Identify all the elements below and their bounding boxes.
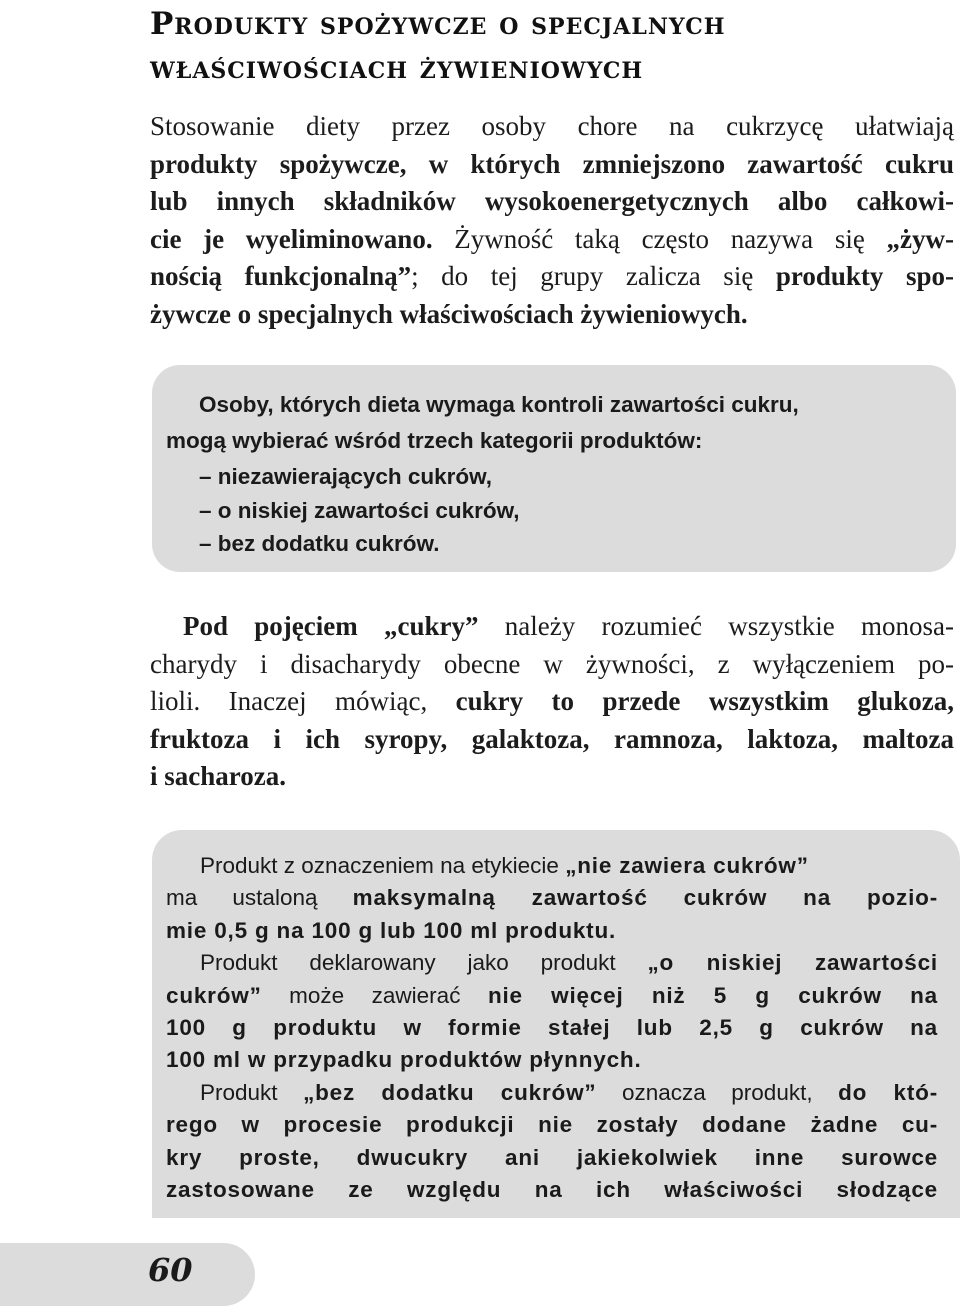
- text-line: [150, 296, 954, 334]
- bold-text: „żyw-: [886, 223, 955, 254]
- text-span: Produkt: [200, 1079, 304, 1105]
- bold-text: produkty spożywcze, w których zmniejszono zawartość cukru: [150, 148, 954, 179]
- text-line: [150, 183, 954, 221]
- text-line: [150, 646, 954, 684]
- bold-text: do któ-: [838, 1079, 938, 1105]
- info-box-categories: [152, 365, 956, 572]
- text-span: może zawierać: [261, 982, 488, 1008]
- text-line: [150, 258, 954, 296]
- text-line: [150, 221, 954, 259]
- text-line: [150, 108, 954, 146]
- text-line: [166, 980, 938, 1012]
- text-span: .: [634, 1047, 641, 1073]
- section-title-line: Produkty spożywcze o specjalnych: [150, 6, 726, 42]
- text-line: [166, 1142, 938, 1174]
- text-line: [166, 915, 938, 947]
- text-span: .: [609, 917, 616, 943]
- bold-text: lub innych składników wysokoenergetycznych albo całkowi-: [150, 186, 954, 216]
- text-line: [150, 608, 954, 646]
- bold-text: „bez dodatku cukrów”: [303, 1079, 597, 1105]
- text-span: Produkt deklarowany jako produkt: [200, 950, 648, 976]
- bold-text: kry proste, dwucukry ani jakiekolwiek inne surowce: [166, 1144, 938, 1170]
- bold-text: 100 ml w przypadku produktów płynnych: [166, 1047, 635, 1073]
- bold-text: rego w procesie produkcji nie zostały dodane żadne cu-: [166, 1112, 938, 1138]
- list-item: – niezawierających cukrów,: [199, 464, 493, 489]
- page-number: 60: [148, 1251, 193, 1289]
- bold-text: fruktoza i ich syropy, galaktoza, ramnoza, laktoza, maltoza: [150, 723, 954, 754]
- text-line: [166, 1012, 938, 1044]
- text-span: ma ustaloną: [166, 885, 353, 911]
- intro-paragraph: [150, 108, 954, 333]
- text-line: [150, 758, 954, 796]
- text-span: Żywność taką często nazywa się: [432, 223, 887, 254]
- page-number-tab: [0, 1243, 255, 1306]
- text-line: [166, 1174, 938, 1206]
- sugar-definition-paragraph: [150, 608, 954, 796]
- bold-text: „nie zawiera cukrów”: [565, 853, 809, 878]
- bold-text: 100 g produktu w formie stałej lub 2,5 g cukrów na: [166, 1015, 938, 1041]
- list-item: – bez dodatku cukrów.: [199, 531, 440, 556]
- text-span: ; do tej grupy zalicza się: [411, 261, 776, 291]
- text-line: [166, 850, 938, 882]
- bold-text: zastosowane ze względu na ich właściwości słodzące: [166, 1177, 938, 1203]
- text-line: Osoby, których dieta wymaga kontroli zawartości cukru,: [199, 392, 799, 417]
- text-line: [166, 1044, 938, 1076]
- text-line: [166, 1077, 938, 1109]
- info-box-text: [166, 850, 938, 1206]
- category-list: [199, 460, 520, 561]
- bold-text: cukry to przede wszystkim glukoza,: [455, 686, 954, 716]
- section-title-line: właściwościach żywieniowych: [150, 50, 644, 86]
- text-span: charydy i disacharydy obecne w żywności, z wyłączeniem po-: [150, 648, 954, 679]
- text-span: oznacza produkt,: [596, 1079, 839, 1105]
- info-box-labeling: [152, 830, 960, 1218]
- bold-text: Pod pojęciem „cukry”: [183, 611, 479, 641]
- text-line: [166, 1109, 938, 1141]
- bold-text: maksymalną zawartość cukrów na pozio-: [352, 885, 938, 911]
- bold-text: i sacharoza.: [150, 761, 286, 791]
- bold-text: „o niskiej zawartości: [647, 950, 938, 976]
- bold-text: mie 0,5 g na 100 g lub 100 ml produktu: [166, 917, 610, 943]
- text-span: Stosowanie diety przez osoby chore na cukrzycę ułatwiają: [150, 111, 954, 141]
- text-line: [166, 947, 938, 979]
- text-span: lioli. Inaczej mówiąc,: [150, 686, 456, 716]
- text-span: Produkt z oznaczeniem na etykiecie: [200, 853, 566, 878]
- info-box-intro: [166, 387, 942, 459]
- bold-text: żywcze o specjalnych właściwościach żywieniowych.: [150, 298, 748, 329]
- bold-text: produkty spo-: [775, 261, 954, 291]
- text-line: [150, 721, 954, 759]
- bold-text: nie więcej niż 5 g cukrów na: [487, 982, 938, 1008]
- text-line: [150, 683, 954, 721]
- list-item: – o niskiej zawartości cukrów,: [199, 497, 520, 523]
- text-line: [150, 146, 954, 184]
- bold-text: cie je wyeliminowano.: [150, 223, 433, 254]
- text-span: należy rozumieć wszystkie monosa-: [478, 611, 954, 641]
- section-title: [150, 2, 940, 90]
- bold-text: nością funkcjonalną”: [150, 261, 412, 291]
- bold-text: cukrów”: [166, 982, 262, 1008]
- text-line: mogą wybierać wśród trzech kategorii produktów:: [166, 428, 703, 453]
- text-line: [166, 882, 938, 914]
